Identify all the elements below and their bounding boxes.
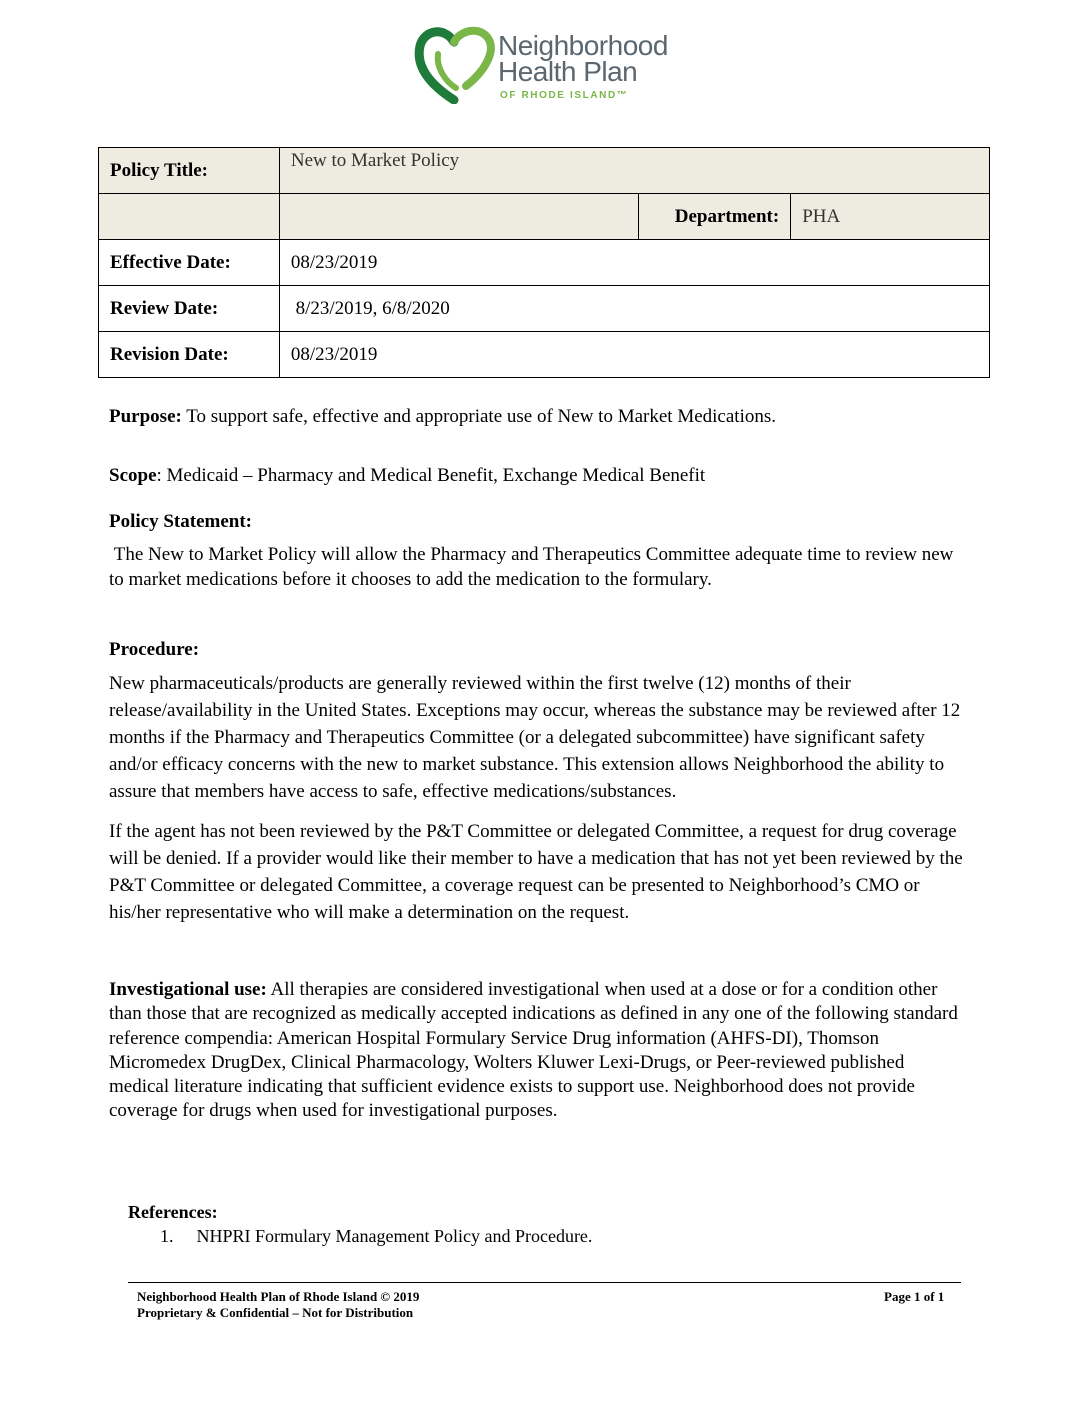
footer-divider [128,1282,961,1283]
table-row [99,332,990,378]
review-date-label: Review Date: [99,286,280,332]
department-label: Department: [639,194,791,240]
policy-title-label: Policy Title: [99,148,280,194]
effective-date-value: 08/23/2019 [279,240,989,286]
investigational-label: Investigational use: [109,979,267,1000]
policy-info-table [98,147,990,378]
empty-cell [279,194,638,240]
table-row [99,240,990,286]
policy-statement-heading: Policy Statement: [109,511,252,532]
footer-page-number: Page 1 of 1 [884,1289,945,1304]
revision-date-label: Revision Date: [99,332,280,378]
footer-confidential: Proprietary & Confidential – Not for Distribution [137,1305,414,1320]
logo-name-line1: Neighborhood [498,30,668,61]
policy-statement-text: The New to Market Policy will allow the Pharmacy and Therapeutics Committee adequate time to review new to market medications before it chooses to add the medication to the formulary. [109,544,959,590]
empty-cell [99,194,280,240]
scope-text: : Medicaid – Pharmacy and Medical Benefit, Exchange Medical Benefit [156,465,706,486]
purpose-section [109,403,969,430]
footer-copyright: Neighborhood Health Plan of Rhode Island © 2019 [137,1289,420,1304]
procedure-heading: Procedure: [109,639,200,660]
reference-text: NHPRI Formulary Management Policy and Procedure. [196,1226,593,1246]
investigational-text: All therapies are considered investigational when used at a dose or for a condition other than those that are recognized as medically accepted indications as defined in any one of the following standard reference compendia: American Hospital Formulary Service Drug information (AHFS-DI), Thomson Micromedex DrugDex, Clinical Pharmacology, Wolters Kluwer Lexi-Drugs, or Peer-reviewed published medical literature indicating that sufficient evidence exists to support use. Neighborhood does not provide coverage for drugs when used for investigational purposes. [109,979,958,1122]
effective-date-label: Effective Date: [99,240,280,286]
purpose-text: To support safe, effective and appropriate use of New to Market Medications. [181,406,776,427]
footer-left [137,1289,419,1321]
scope-label: Scope [109,465,157,486]
logo-name-line2: Health Plan [498,56,638,87]
department-value: PHA [791,194,990,240]
revision-date-value: 08/23/2019 [279,332,989,378]
heart-logo-icon [414,24,496,104]
company-logo [414,24,684,106]
table-row [99,286,990,332]
procedure-paragraph-1: New pharmaceuticals/products are generally reviewed within the first twelve (12) months of their release/availability in the United States. Exceptions may occur, whereas the substance may be reviewed after 12 months if the Pharmacy and Therapeutics Committee (or a delegated subcommittee) have significant safety and/or efficacy concerns with the new to market substance. This extension allows Neighborhood the ability to assure that members have access to safe, effective medications/substances. [109,673,961,802]
purpose-label: Purpose: [109,406,182,427]
policy-title-value: New to Market Policy [279,148,989,194]
references-heading: References: [128,1202,218,1222]
table-row [99,148,990,194]
reference-number: 1. [160,1226,174,1246]
reference-item [160,1223,1020,1250]
procedure-paragraph-2: If the agent has not been reviewed by the P&T Committee or delegated Committee, a request for drug coverage will be denied. If a provider would like their member to have a medication that has not yet been reviewed by the P&T Committee or delegated Committee, a coverage request can be presented to Neighborhood’s CMO or his/her representative who will make a determination on the request. [109,821,963,923]
scope-section [109,462,969,489]
table-row [99,194,990,240]
investigational-section [109,978,969,1124]
logo-name-line3: OF RHODE ISLAND™ [500,90,629,101]
review-date-value: 8/23/2019, 6/8/2020 [279,286,989,332]
